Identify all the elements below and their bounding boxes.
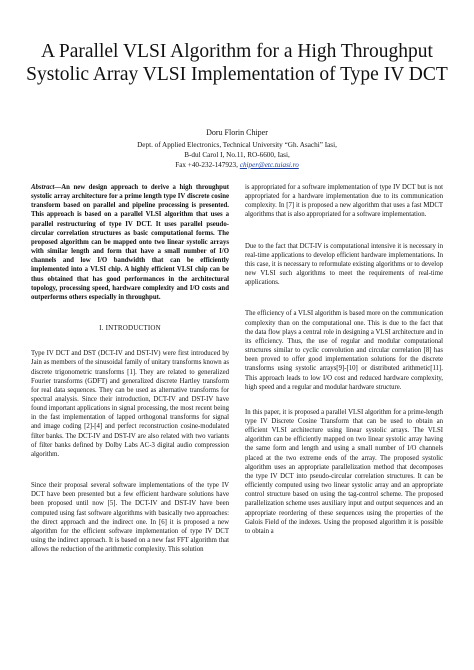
abstract xyxy=(31,183,229,302)
abstract-label: Abstract xyxy=(31,184,55,191)
right-column xyxy=(245,183,443,536)
author-email-link[interactable]: chiper@etc.tuiasi.ro xyxy=(239,161,299,169)
author-address: B-dul Carol I, No.11, RO-6600, Iasi, xyxy=(184,151,290,159)
abstract-text: —An new design approach to derive a high throughput systolic array architecture for a prime length type IV discrete cosine transform based on parallel and pipeline processing is presented. This approach is based on a parallel VLSI algorithm that uses a parallel restructuring of type IV DCT. It uses parallel pseudo-circular correlation structures as basic computational forms. The proposed algorithm can be mapped onto two linear systolic arrays with similar length and form that have a small number of I/O channels and low I/O bandwidth that can be efficiently implemented into a VLSI chip. A highly efficient VLSI chip can be thus obtained that has good performances in the architectural topology, processing speed, hardware complexity and I/O costs and outperforms others especially in throughput. xyxy=(31,184,229,301)
author-affiliation: Dept. of Applied Electronics, Technical University “Gh. Asachi” Iasi, xyxy=(137,141,337,149)
left-column xyxy=(31,183,229,554)
author-name: Doru Florin Chiper xyxy=(206,128,268,137)
paper-title: A Parallel VLSI Algorithm for a High Throughput Systolic Array VLSI Implementation of Type IV DCT xyxy=(26,41,448,85)
author-contact xyxy=(60,160,414,170)
body-paragraph: Due to the fact that DCT-IV is computational intensive it is necessary in real-time applications to develop efficient hardware implementations. In this case, it is necessary to reformulate existing algorithms or to develop new VLSI such algorithms to meet the requirements of real-time applications. xyxy=(245,242,443,287)
body-paragraph: In this paper, it is proposed a parallel VLSI algorithm for a prime-length type IV Discrete Cosine Transform that can be used to obtain an efficient VLSI architecture using linear systolic arrays. The VLSI algorithm can be efficiently mapped on two linear systolic array having the same form and length and using a small number of I/O channels placed at the two extreme ends of the array. The proposed systolic algorithm uses an appropriate parallelization method that decomposes the type IV DCT into pseudo-circular correlation structures. It can be efficiently computed using two linear systolic array and an appropriate control structure based on using the tag-control scheme. The proposed parallelization scheme uses auxiliary input and output sequences and an appropriate reordering of these sequences using the properties of the Galois Field of the indexes. Using the proposed algorithm it is possible to obtain a xyxy=(245,408,443,535)
intro-paragraph: Type IV DCT and DST (DCT-IV and DST-IV) were first introduced by Jain as members of the sinusoidal family of unitary transforms known as discrete trigonometric transforms [1]. They are related to generalized Fourier transforms (GDFT) and generalized discrete Hartley transform for real data sequences. They can be used as alternative transforms for spectral analysis. Since their introduction, DCT-IV and DST-IV have found important applications in signal processing, the most recent being in the fast implementation of lapped orthogonal transforms for signal and image coding [2]-[4] and perfect reconstruction cosine-modulated filter banks. The DCT-IV and DST-IV are also related with two variants of filter banks defined by Dolby Labs AC-3 digital audio compression algorithm. xyxy=(31,350,229,458)
section-heading-introduction: I. INTRODUCTION xyxy=(99,324,161,333)
body-paragraph: is appropriated for a software implementation of type IV DCT but is not appropriated for a hardware implementation due to its communication complexity. In [7] it is proposed a new algorithm that uses a fast MDCT algorithms that is also appropriated for a software implementation. xyxy=(245,184,443,219)
body-paragraph: The efficiency of a VLSI algorithm is based more on the communication complexity than on the computational one. This is due to the fact that the data flow plays a central role in designing a VLSI architecture and in its efficiency. Thus, the use of regular and modular computational structures similar to cyclic convolution and circular correlation [8] has been proved to offer good implementation solutions for the discrete transforms using systolic arrays[9]-[10] or distributed arithmetic[11]. This approach leads to low I/O cost and reduced hardware complexity, high speed and a regular and modular hardware structure. xyxy=(245,310,443,391)
author-block xyxy=(60,128,414,170)
intro-paragraph: Since their proposal several software implementations of the type IV DCT have been presented but a few efficient hardware solutions have been proposed until now [5]. The DCT-IV and DST-IV have been computed using fast software algorithms with basically two approaches: the direct approach and the indirect one. In [6] it is proposed a new algorithm for the efficient software implementation of type IV DCT using the indirect approach. It is based on a new fast FFT algorithm that allows the reduction of the arithmetic complexity. This solution xyxy=(31,482,229,554)
author-fax: Fax +40-232-147923, xyxy=(175,161,238,169)
